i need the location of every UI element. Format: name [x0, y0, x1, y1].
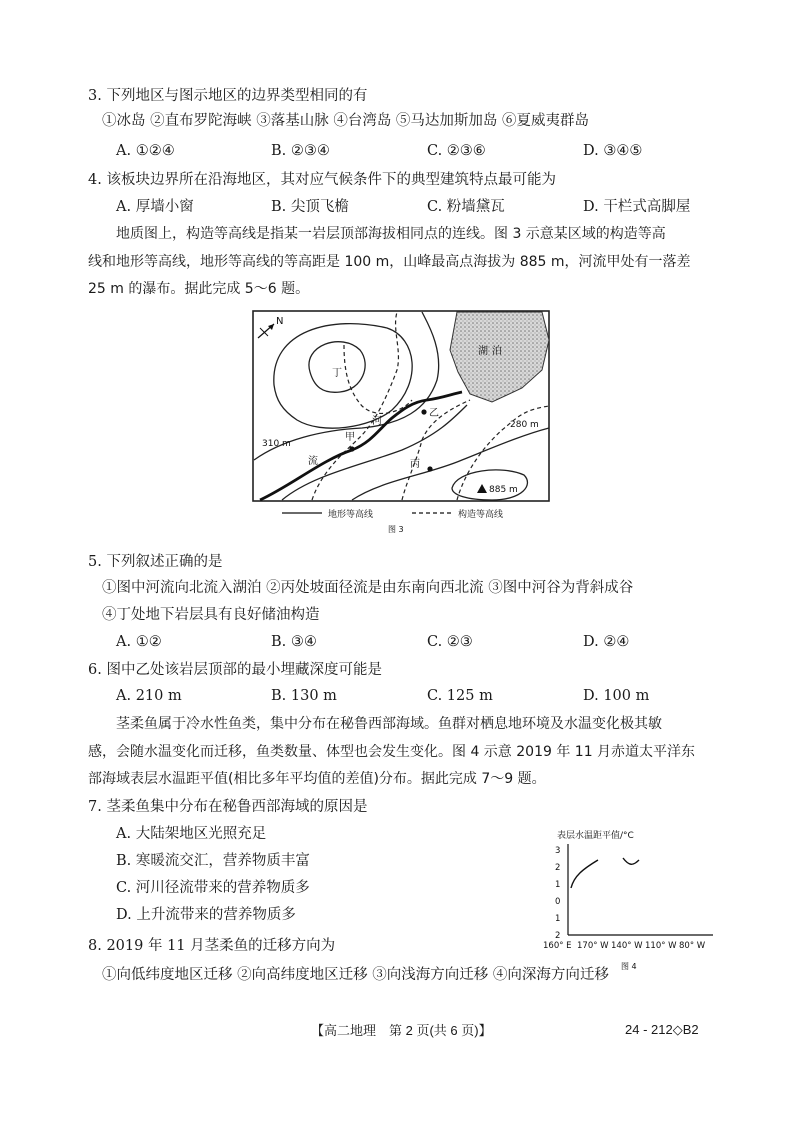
q7-option-b: B. 寒暖流交汇，营养物质丰富: [116, 853, 310, 869]
passage1-line3: 25 m 的瀑布。据此完成 5～6 题。: [88, 281, 310, 297]
q3-stem: 3. 下列地区与图示地区的边界类型相同的有: [88, 88, 368, 104]
terrain-contour: [352, 428, 549, 500]
q7-stem: 7. 茎柔鱼集中分布在秘鲁西部海域的原因是: [88, 799, 368, 815]
q5-option-d: D. ②④: [583, 634, 630, 650]
north-label: N: [276, 316, 284, 327]
peak-triangle-icon: [477, 484, 487, 493]
passage2-line1: 茎柔鱼属于冷水性鱼类，集中分布在秘鲁西部海域。鱼群对栖息地环境及水温变化极其敏: [116, 716, 662, 732]
point-jia: [349, 446, 354, 451]
passage1-line2: 线和地形等高线，地形等高线的等高距是 100 m，山峰最高点海拔为 885 m，河流甲处有一落差: [88, 254, 691, 270]
peak-label: 885 m: [489, 485, 518, 495]
figure-4-ytick: 2: [555, 863, 561, 873]
q3-option-a: A. ①②④: [116, 143, 175, 159]
q3-option-b: B. ②③④: [271, 143, 330, 159]
ding-label: 丁: [332, 368, 342, 379]
page-code: 24 - 212◇B2: [625, 1022, 699, 1037]
structure-contour: [344, 345, 412, 413]
liu-label: 流: [308, 456, 318, 467]
passage2-line3: 部海域表层水温距平值(相比多年平均值的差值)分布。据此完成 7～9 题。: [88, 771, 546, 787]
q4-option-d: D. 干栏式高脚屋: [583, 199, 691, 215]
q7-option-c: C. 河川径流带来的营养物质多: [116, 880, 310, 896]
figure-3-contour-map: [252, 310, 552, 535]
q4-option-c: C. 粉墙黛瓦: [427, 199, 505, 215]
figure-4-xtick: 160° E: [543, 941, 572, 951]
q5-option-a: A. ①②: [116, 634, 162, 650]
lake-label-2: 泊: [492, 346, 502, 357]
figure-4-sst-anomaly: [543, 826, 718, 976]
figure-4-ytick: 3: [555, 846, 561, 856]
q5-option-b: B. ③④: [271, 634, 317, 650]
figure-4-curve-west: [571, 860, 598, 888]
terrain-contour: [309, 342, 365, 393]
q7-option-d: D. 上升流带来的营养物质多: [116, 907, 296, 923]
figure-4-ytick: 1: [555, 914, 561, 924]
legend-structure-label: 构造等高线: [458, 510, 504, 520]
point-bing: [427, 466, 432, 471]
figure-4-caption: 图 4: [621, 962, 637, 971]
figure-4-ytick: 1: [555, 880, 561, 890]
figure-4-ylabel: 表层水温距平值/°C: [557, 831, 634, 841]
contour-280-label: 280 m: [510, 420, 539, 430]
figure-4-xtick: 140° W: [611, 941, 643, 951]
q4-option-a: A. 厚墙小窗: [116, 199, 194, 215]
jia-label: 甲: [345, 432, 355, 443]
passage1-line1: 地质图上，构造等高线是指某一岩层顶部海拔相同点的连线。图 3 示意某区域的构造等高: [116, 226, 666, 242]
figure-4-ytick: 0: [555, 897, 561, 907]
structure-contour: [312, 312, 398, 500]
q8-items: ①向低纬度地区迁移 ②向高纬度地区迁移 ③向浅海方向迁移 ④向深海方向迁移: [102, 967, 609, 983]
q7-option-a: A. 大陆架地区光照充足: [116, 826, 267, 842]
q6-option-c: C. 125 m: [427, 688, 493, 704]
point-yi: [421, 409, 426, 414]
figure-4-xtick: 80° W: [679, 941, 706, 951]
q8-stem: 8. 2019 年 11 月茎柔鱼的迁移方向为: [88, 938, 336, 954]
bing-label: 丙: [410, 459, 420, 470]
he-label: 河: [372, 416, 382, 427]
q5-items-line2: ④丁处地下岩层具有良好储油构造: [102, 607, 320, 623]
lake-shape: [450, 312, 549, 402]
q5-stem: 5. 下列叙述正确的是: [88, 554, 223, 570]
figure-4-xtick: 110° W: [645, 941, 677, 951]
q6-option-a: A. 210 m: [116, 688, 182, 704]
lake-label-1: 湖: [478, 346, 488, 357]
terrain-contour: [274, 324, 412, 429]
q4-option-b: B. 尖顶飞檐: [271, 199, 349, 215]
yi-label: 乙: [429, 408, 439, 419]
figure-4-xtick: 170° W: [577, 941, 609, 951]
q3-items: ①冰岛 ②直布罗陀海峡 ③落基山脉 ④台湾岛 ⑤马达加斯加岛 ⑥夏威夷群岛: [102, 113, 590, 129]
q4-stem: 4. 该板块边界所在沿海地区，其对应气候条件下的典型建筑特点最可能为: [88, 172, 556, 188]
north-arrow-icon: [258, 324, 274, 338]
q5-items-line1: ①图中河流向北流入湖泊 ②丙处坡面径流是由东南向西北流 ③图中河谷为背斜成谷: [102, 580, 634, 596]
legend-terrain-label: 地形等高线: [328, 510, 374, 520]
q6-option-d: D. 100 m: [583, 688, 650, 704]
q3-option-c: C. ②③⑥: [427, 143, 486, 159]
passage2-line2: 感，会随水温变化而迁移，鱼类数量、体型也会发生变化。图 4 示意 2019 年 11 月赤道太平洋东: [88, 744, 696, 760]
q5-option-c: C. ②③: [427, 634, 473, 650]
page-footer: 【高二地理 第 2 页(共 6 页)】: [311, 1023, 492, 1038]
contour-310-label: 310 m: [262, 439, 291, 449]
figure-4-ytick: 2: [555, 931, 561, 941]
figure-4-curve-east: [623, 858, 639, 864]
figure-3-caption: 图 3: [388, 525, 404, 534]
q6-stem: 6. 图中乙处该岩层顶部的最小埋藏深度可能是: [88, 662, 382, 678]
q3-option-d: D. ③④⑤: [583, 143, 643, 159]
q6-option-b: B. 130 m: [271, 688, 337, 704]
